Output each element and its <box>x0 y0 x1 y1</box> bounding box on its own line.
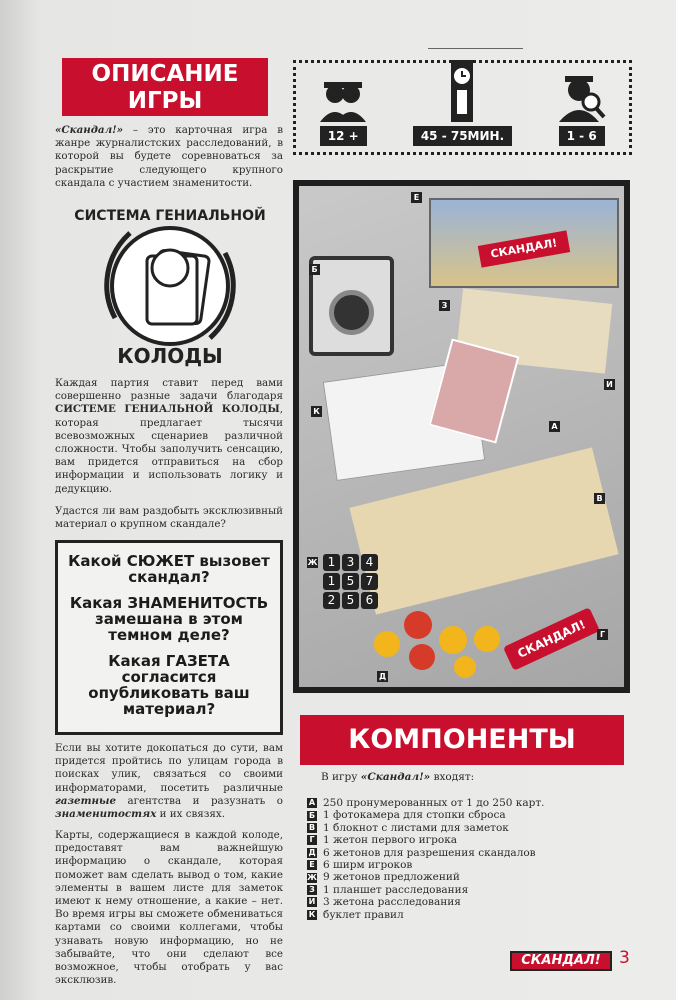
stat-label: 1 - 6 <box>559 126 605 146</box>
screen-logo: СКАНДАЛ! <box>478 230 570 267</box>
token: 1 <box>323 554 340 571</box>
label-tag: З <box>439 300 450 311</box>
clock-icon <box>447 60 477 122</box>
component-item <box>307 797 607 809</box>
first-player-token: СКАНДАЛ! <box>503 607 600 671</box>
letter-badge: Д <box>308 847 316 857</box>
title-line: ИГРЫ <box>127 88 203 114</box>
divider <box>428 48 523 49</box>
question: Какая ГАЗЕТА согласится опубликовать ваш материал? <box>88 652 250 718</box>
stat-players <box>557 70 607 146</box>
stat-label: 45 - 75МИН. <box>413 126 512 146</box>
bold-text: СИСТЕМЕ ГЕНИАЛЬНОЙ КОЛОДЫ <box>55 403 280 416</box>
question: Какая ЗНАМЕНИТОСТЬ замешана в этом темном деле? <box>69 594 269 644</box>
svg-text:КОЛОДЫ: КОЛОДЫ <box>117 344 223 368</box>
component-text: 1 блокнот с листами для заметок <box>323 821 509 834</box>
cards <box>429 338 520 443</box>
component-item <box>307 859 607 871</box>
game-stats <box>293 60 632 155</box>
question-paragraph: Удастся ли вам раздобыть эксклюзивный материал о крупном скандале? <box>55 505 283 531</box>
token: 2 <box>323 592 340 609</box>
label-tag: Д <box>378 672 387 681</box>
stat-label: 12 + <box>320 126 367 146</box>
label-tag: Б <box>309 264 320 275</box>
components-title: КОМПОНЕНТЫ <box>300 715 624 765</box>
footer-logo: СКАНДАЛ! <box>510 951 612 971</box>
component-item <box>307 884 607 896</box>
letter-badge: Е <box>307 860 317 870</box>
component-text: 1 фотокамера для стопки сброса <box>323 809 506 822</box>
age-icon <box>318 72 368 122</box>
text: входят: <box>430 771 475 783</box>
question: Какой СЮЖЕТ вызовет скандал? <box>68 552 270 586</box>
stat-time <box>413 60 512 146</box>
token: 4 <box>361 554 378 571</box>
letter-badge: Ж <box>307 872 317 882</box>
text: , которая предлагает тысячи всевозможных сценариев различной сложности. Чтобы заполучить сенсацию, вам придется отправиться на сбор информации и использовать логику и дедукцию. <box>55 403 283 495</box>
players-icon <box>557 70 607 122</box>
token: 7 <box>361 573 378 590</box>
letter-badge: И <box>308 897 316 907</box>
text: агентства и разузнать о <box>116 794 283 807</box>
component-text: 3 жетона расследования <box>323 896 461 909</box>
resolution-tokens <box>374 606 504 676</box>
token: 5 <box>342 573 359 590</box>
label-tag: И <box>604 379 615 390</box>
deck-system-paragraph <box>55 377 283 496</box>
text: Если вы хотите докопаться до сути, вам придется пройтись по улицам города в поисках улик, связаться со своими информаторами, посетить различные <box>55 742 283 794</box>
components-illustration <box>293 180 630 693</box>
component-text: 1 планшет расследования <box>323 883 469 896</box>
description-title <box>62 58 268 116</box>
component-text: 6 ширм игроков <box>323 859 413 872</box>
intro-text: – это карточная игра в жанре журналистских расследований, в которой вы будете соревноваться за раскрытие следующего крупного скандала с участием знаменитости. <box>55 124 283 189</box>
token: 5 <box>342 592 359 609</box>
component-text: 1 жетон первого игрока <box>323 834 458 847</box>
letter-badge: А <box>308 798 316 808</box>
questions-box <box>55 540 283 735</box>
label-tag: Г <box>597 629 608 640</box>
components-list <box>307 797 607 921</box>
component-item <box>307 809 607 821</box>
text: и их связях. <box>156 808 225 821</box>
text: Каждая партия ставит перед вами совершенно разные задачи благодаря <box>55 377 283 403</box>
component-item <box>307 896 607 908</box>
label-tag: Е <box>411 192 422 203</box>
label-tag: К <box>311 406 322 417</box>
cards-paragraph: Карты, содержащиеся в каждой колоде, предоставят вам важнейшую информацию о скандале, которая поможет вам сделать вывод о том, какие элементы в вашем листе для заметок имеют к нему отношение, а какие – нет. Во время игры вы сможете обмениваться картами со своими коллегами, чтобы узнавать новую информацию, но не забывайте, что они сделают все возможное, чтобы отобрать у вас эксклюзив. <box>55 829 283 987</box>
component-text: 250 пронумерованных от 1 до 250 карт. <box>323 797 545 809</box>
token: 1 <box>323 573 340 590</box>
letter-badge: Г <box>307 835 317 845</box>
letter-badge: З <box>307 885 317 895</box>
label-tag: В <box>594 493 605 504</box>
letter-badge: В <box>308 823 316 833</box>
letter-badge: К <box>308 909 316 919</box>
investigation-paragraph <box>55 742 283 821</box>
letter-badge: Б <box>308 810 316 820</box>
italic-text: знаменитостях <box>55 808 157 821</box>
components-intro <box>321 771 474 783</box>
component-item <box>307 822 607 834</box>
genius-deck-logo <box>74 198 266 370</box>
component-item <box>307 834 607 846</box>
token: 6 <box>361 592 378 609</box>
page-number: 3 <box>619 948 630 968</box>
component-item <box>307 847 607 859</box>
suggestion-tokens <box>323 554 379 609</box>
component-item <box>307 909 607 921</box>
component-text: 9 жетонов предложений <box>323 871 460 884</box>
token: 3 <box>342 554 359 571</box>
component-item <box>307 871 607 883</box>
game-name: «Скандал!» <box>360 771 431 783</box>
component-text: буклет правил <box>323 908 404 921</box>
component-text: 6 жетонов для разрешения скандалов <box>323 846 536 859</box>
label-tag: Ж <box>307 558 318 567</box>
intro-paragraph <box>55 124 283 190</box>
label-tag: А <box>549 421 560 432</box>
title-line: ОПИСАНИЕ <box>91 61 239 87</box>
svg-text:СИСТЕМА ГЕНИАЛЬНОЙ: СИСТЕМА ГЕНИАЛЬНОЙ <box>74 208 266 224</box>
text: В игру <box>321 771 361 783</box>
italic-text: газетные <box>55 794 117 807</box>
camera <box>309 256 394 356</box>
stat-age <box>318 72 368 146</box>
game-name: «Скандал!» <box>55 124 124 136</box>
